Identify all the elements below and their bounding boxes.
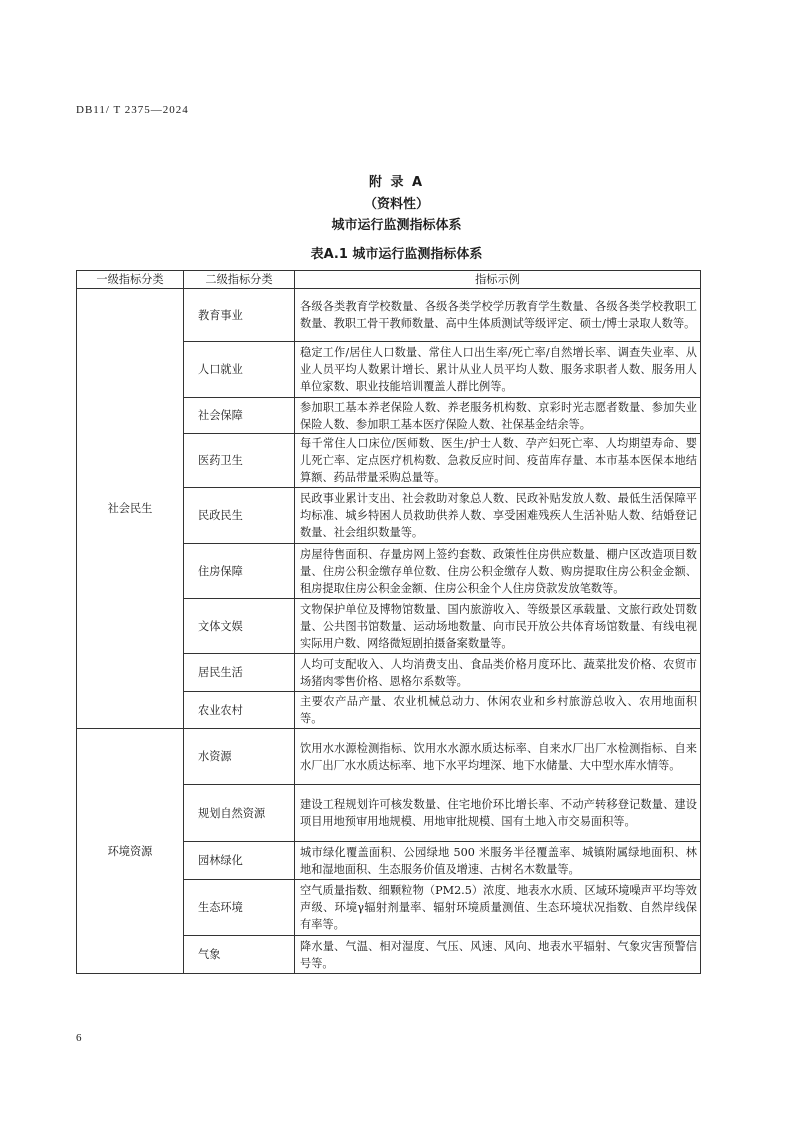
level2-category: 医药卫生 — [184, 434, 295, 488]
indicator-examples: 建设工程规划许可核发数量、住宅地价环比增长率、不动产转移登记数量、建设项目用地预审用地规模、用地审批规模、国有土地入市交易面积等。 — [295, 785, 701, 842]
indicator-examples: 空气质量指数、细颗粒物（PM2.5）浓度、地表水水质、区域环境噪声平均等效声级、环境γ辐射剂量率、辐射环境质量测值、生态环境状况指数、自然岸线保有率等。 — [295, 880, 701, 936]
level2-category: 教育事业 — [184, 289, 295, 342]
level2-category: 生态环境 — [184, 880, 295, 936]
indicator-table — [76, 270, 701, 974]
indicator-examples: 饮用水水源检测指标、饮用水水源水质达标率、自来水厂出厂水检测指标、自来水厂出厂水水质达标率、地下水平均埋深、地下水储量、大中型水库水情等。 — [295, 729, 701, 785]
table-header-row — [77, 271, 701, 289]
indicator-examples: 每千常住人口床位/医师数、医生/护士人数、孕产妇死亡率、人均期望寿命、婴儿死亡率、定点医疗机构数、急救反应时间、疫苗库存量、本市基本医保本地结算额、药品带量采购总量等。 — [295, 434, 701, 488]
indicator-examples: 稳定工作/居住人口数量、常住人口出生率/死亡率/自然增长率、调查失业率、从业人员平均人数累计增长、累计从业人员平均人数、服务求职者人数、服务用人单位家数、职业技能培训覆盖人群比例等。 — [295, 342, 701, 398]
level2-category: 农业农村 — [184, 692, 295, 729]
level2-category: 文体文娱 — [184, 599, 295, 654]
level2-category: 民政民生 — [184, 488, 295, 544]
level1-category: 社会民生 — [77, 289, 184, 729]
indicator-examples: 降水量、气温、相对湿度、气压、风速、风向、地表水平辐射、气象灾害预警信号等。 — [295, 936, 701, 974]
level2-category: 水资源 — [184, 729, 295, 785]
indicator-examples: 城市绿化覆盖面积、公园绿地 500 米服务半径覆盖率、城镇附属绿地面积、林地和湿地面积、生态服务价值及增速、古树名木数量等。 — [295, 842, 701, 880]
level2-category: 气象 — [184, 936, 295, 974]
indicator-examples: 民政事业累计支出、社会救助对象总人数、民政补贴发放人数、最低生活保障平均标准、城乡特困人员救助供养人数、享受困难残疾人生活补贴人数、结婚登记数量、社会组织数量等。 — [295, 488, 701, 544]
level2-category: 居民生活 — [184, 654, 295, 692]
table-row — [77, 289, 701, 342]
column-header-level2: 二级指标分类 — [184, 271, 295, 289]
level2-category: 园林绿化 — [184, 842, 295, 880]
indicator-examples: 主要农产品产量、农业机械总动力、休闲农业和乡村旅游总收入、农用地面积等。 — [295, 692, 701, 729]
document-code: DB11/ T 2375—2024 — [76, 104, 189, 116]
indicator-examples: 文物保护单位及博物馆数量、国内旅游收入、等级景区承载量、文旅行政处罚数量、公共图书馆数量、运动场地数量、向市民开放公共体育场馆数量、有线电视实际用户数、网络微短剧拍摄备案数量等。 — [295, 599, 701, 654]
column-header-level1: 一级指标分类 — [77, 271, 184, 289]
table-caption: 表A.1 城市运行监测指标体系 — [310, 247, 483, 262]
page-number: 6 — [76, 1032, 82, 1044]
indicator-examples: 房屋待售面积、存量房网上签约套数、政策性住房供应数量、棚户区改造项目数量、住房公积金缴存单位数、住房公积金缴存人数、购房提取住房公积金金额、租房提取住房公积金金额、住房公积金个人住房贷款发放笔数等。 — [295, 544, 701, 599]
appendix-nature: （资料性） — [363, 197, 429, 212]
level2-category: 人口就业 — [184, 342, 295, 398]
table-row — [77, 729, 701, 785]
indicator-examples: 参加职工基本养老保险人数、养老服务机构数、京彩时光志愿者数量、参加失业保险人数、参加职工基本医疗保险人数、社保基金结余等。 — [295, 398, 701, 434]
level1-category: 环境资源 — [77, 729, 184, 974]
indicator-examples: 各级各类教育学校数量、各级各类学校学历教育学生数量、各级各类学校教职工数量、教职工骨干教师数量、高中生体质测试等级评定、硕士/博士录取人数等。 — [295, 289, 701, 342]
appendix-subject: 城市运行监测指标体系 — [331, 218, 462, 233]
level2-category: 社会保障 — [184, 398, 295, 434]
level2-category: 规划自然资源 — [184, 785, 295, 842]
appendix-title: 附 录 A — [368, 175, 425, 190]
column-header-examples: 指标示例 — [295, 271, 701, 289]
indicator-examples: 人均可支配收入、人均消费支出、食品类价格月度环比、蔬菜批发价格、农贸市场猪肉零售价格、恩格尔系数等。 — [295, 654, 701, 692]
level2-category: 住房保障 — [184, 544, 295, 599]
